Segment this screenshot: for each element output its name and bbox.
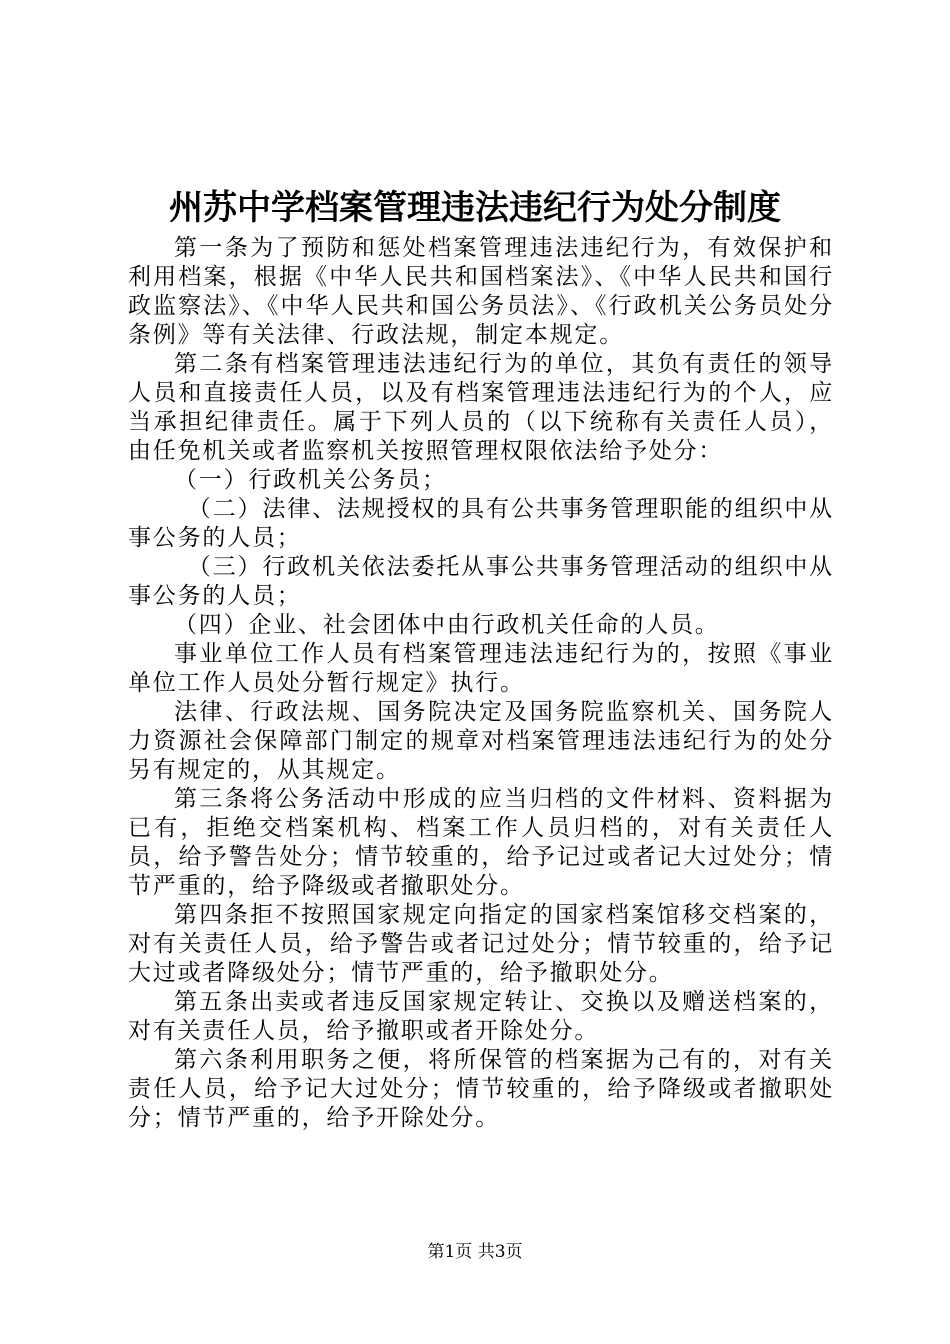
article-1-paragraph: 第一条为了预防和惩处档案管理违法违纪行为，有效保护和利用档案，根据《中华人民共和国档案法》、《中华人民共和国行政监察法》、《中华人民共和国公务员法》、《行政机关公务员处分条例》等有关法律、行政法规，制定本规定。 [128,235,834,348]
list-item-3: （三）行政机关依法委托从事公共事务管理活动的组织中从事公务的人员； [128,554,834,609]
article-2-paragraph: 第二条有档案管理违法违纪行为的单位，其负有责任的领导人员和直接责任人员，以及有档案管理违法违纪行为的个人，应当承担纪律责任。属于下列人员的（以下统称有关责任人员），由任免机关或者监察机关按照管理权限依法给予处分： [128,351,834,464]
page-number-footer: 第1页 共3页 [427,1242,523,1262]
article-6-paragraph: 第六条利用职务之便，将所保管的档案据为己有的，对有关责任人员，给予记大过处分；情节较重的，给予降级或者撤职处分；情节严重的，给予开除处分。 [128,1047,834,1131]
list-item-1: （一）行政机关公务员； [174,467,447,493]
article-4-paragraph: 第四条拒不按照国家规定向指定的国家档案馆移交档案的，对有关责任人员，给予警告或者记过处分；情节较重的，给予记大过或者降级处分；情节严重的，给予撤职处分。 [128,902,834,986]
public-institution-paragraph: 事业单位工作人员有档案管理违法违纪行为的，按照《事业单位工作人员处分暂行规定》执行。 [128,641,834,696]
article-5-paragraph: 第五条出卖或者违反国家规定转让、交换以及赠送档案的，对有关责任人员，给予撤职或者开除处分。 [128,989,834,1044]
document-title: 州苏中学档案管理违法违纪行为处分制度 [169,188,781,228]
list-item-2: （二）法律、法规授权的具有公共事务管理职能的组织中从事公务的人员； [128,496,834,551]
article-3-paragraph: 第三条将公务活动中形成的应当归档的文件材料、资料据为已有，拒绝交档案机构、档案工作人员归档的，对有关责任人员，给予警告处分；情节较重的，给予记过或者记大过处分；情节严重的，给予降级或者撤职处分。 [128,786,834,899]
other-regulations-paragraph: 法律、行政法规、国务院决定及国务院监察机关、国务院人力资源社会保障部门制定的规章对档案管理违法违纪行为的处分另有规定的，从其规定。 [128,699,834,783]
list-item-4: （四）企业、社会团体中由行政机关任命的人员。 [174,612,720,638]
document-body [128,234,834,1133]
